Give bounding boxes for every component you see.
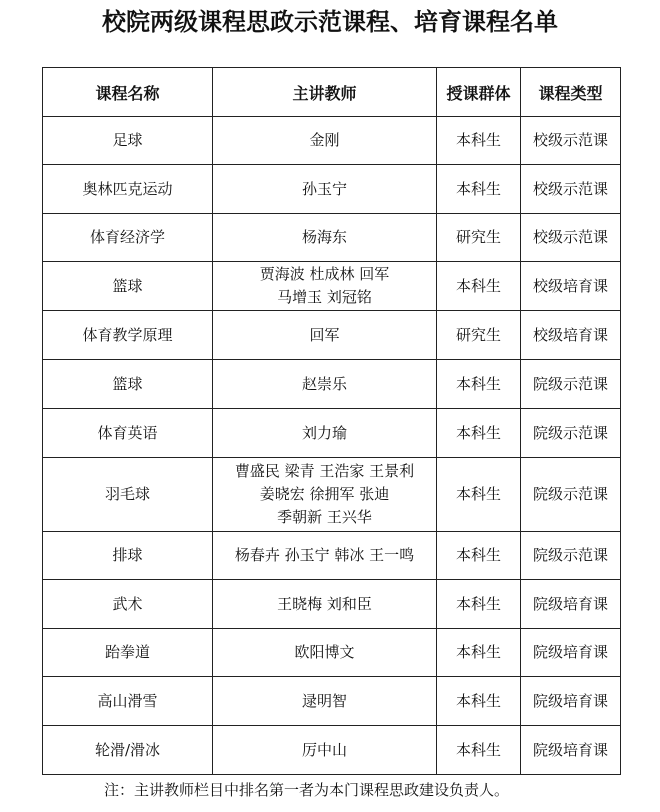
cell-course-name: 轮滑/滑冰 xyxy=(43,726,213,775)
course-table xyxy=(42,67,621,775)
cell-course-name: 体育经济学 xyxy=(43,214,213,262)
cell-teachers xyxy=(213,629,437,677)
cell-course-name: 体育教学原理 xyxy=(43,311,213,360)
teacher-line: 孙玉宁 xyxy=(301,179,347,198)
cell-teachers xyxy=(213,726,437,775)
table-row xyxy=(43,580,621,629)
table-row xyxy=(43,117,621,165)
cell-student-group: 本科生 xyxy=(437,165,521,214)
cell-course-name: 足球 xyxy=(43,117,213,165)
cell-course-type: 院级示范课 xyxy=(521,532,621,580)
cell-course-type: 校级培育课 xyxy=(521,311,621,360)
cell-course-name: 羽毛球 xyxy=(43,458,213,532)
cell-course-name: 篮球 xyxy=(43,262,213,311)
teacher-line: 曹盛民 梁青 王浩家 王景利 xyxy=(234,462,415,480)
table-row xyxy=(43,165,621,214)
table-row xyxy=(43,458,621,532)
cell-student-group: 研究生 xyxy=(437,214,521,262)
cell-teachers xyxy=(213,117,437,165)
header-course-name: 课程名称 xyxy=(43,68,213,117)
cell-student-group: 本科生 xyxy=(437,458,521,532)
table-row xyxy=(43,214,621,262)
cell-course-name: 体育英语 xyxy=(43,409,213,458)
cell-student-group: 本科生 xyxy=(437,532,521,580)
cell-course-type: 校级示范课 xyxy=(521,117,621,165)
document-title: 校院两级课程思政示范课程、培育课程名单 xyxy=(102,8,558,36)
teacher-line: 马增玉 刘冠铭 xyxy=(277,288,372,306)
header-student-group: 授课群体 xyxy=(437,68,521,117)
teacher-line: 欧阳博文 xyxy=(294,643,355,661)
cell-student-group: 研究生 xyxy=(437,311,521,360)
cell-course-name: 奥林匹克运动 xyxy=(43,165,213,214)
table-header-row xyxy=(43,68,621,117)
header-course-type: 课程类型 xyxy=(521,68,621,117)
table-row xyxy=(43,532,621,580)
table-row xyxy=(43,311,621,360)
cell-teachers xyxy=(213,458,437,532)
teacher-line: 杨海东 xyxy=(301,228,347,246)
cell-teachers xyxy=(213,165,437,214)
teacher-line: 厉中山 xyxy=(301,740,347,759)
teacher-line: 贾海波 杜成林 回军 xyxy=(259,265,390,283)
table-row xyxy=(43,262,621,311)
teacher-line: 逯明智 xyxy=(301,691,347,710)
cell-student-group: 本科生 xyxy=(437,360,521,409)
cell-student-group: 本科生 xyxy=(437,580,521,629)
cell-course-name: 篮球 xyxy=(43,360,213,409)
cell-course-name: 高山滑雪 xyxy=(43,677,213,726)
teacher-line: 赵崇乐 xyxy=(301,374,347,393)
cell-course-name: 武术 xyxy=(43,580,213,629)
cell-course-type: 校级培育课 xyxy=(521,262,621,311)
teacher-line: 王晓梅 刘和臣 xyxy=(277,594,372,613)
teacher-line: 回军 xyxy=(309,325,340,344)
cell-course-name: 排球 xyxy=(43,532,213,580)
cell-teachers xyxy=(213,580,437,629)
cell-course-type: 院级示范课 xyxy=(521,458,621,532)
cell-course-type: 院级培育课 xyxy=(521,677,621,726)
teacher-line: 杨春卉 孙玉宁 韩冰 王一鸣 xyxy=(234,546,415,564)
table-body xyxy=(43,117,621,775)
table-row xyxy=(43,629,621,677)
cell-teachers xyxy=(213,409,437,458)
footnote: 注：主讲教师栏目中排名第一者为本门课程思政建设负责人。 xyxy=(104,781,510,799)
table-row xyxy=(43,360,621,409)
cell-teachers xyxy=(213,360,437,409)
cell-teachers xyxy=(213,214,437,262)
cell-teachers xyxy=(213,532,437,580)
cell-course-type: 院级培育课 xyxy=(521,726,621,775)
cell-student-group: 本科生 xyxy=(437,262,521,311)
cell-student-group: 本科生 xyxy=(437,409,521,458)
cell-student-group: 本科生 xyxy=(437,726,521,775)
cell-teachers xyxy=(213,677,437,726)
cell-student-group: 本科生 xyxy=(437,629,521,677)
cell-course-type: 院级示范课 xyxy=(521,409,621,458)
cell-course-type: 校级示范课 xyxy=(521,214,621,262)
cell-teachers xyxy=(213,311,437,360)
table-row xyxy=(43,409,621,458)
cell-course-type: 院级示范课 xyxy=(521,360,621,409)
cell-course-name: 跆拳道 xyxy=(43,629,213,677)
cell-course-type: 校级示范课 xyxy=(521,165,621,214)
teacher-line: 姜晓宏 徐拥军 张迪 xyxy=(259,485,390,503)
teacher-line: 金刚 xyxy=(309,131,340,149)
table-row xyxy=(43,726,621,775)
cell-student-group: 本科生 xyxy=(437,117,521,165)
cell-student-group: 本科生 xyxy=(437,677,521,726)
cell-teachers xyxy=(213,262,437,311)
table-row xyxy=(43,677,621,726)
cell-course-type: 院级培育课 xyxy=(521,580,621,629)
header-teachers: 主讲教师 xyxy=(213,68,437,117)
cell-course-type: 院级培育课 xyxy=(521,629,621,677)
teacher-line: 刘力瑜 xyxy=(301,423,347,442)
teacher-line: 季朝新 王兴华 xyxy=(277,508,372,526)
